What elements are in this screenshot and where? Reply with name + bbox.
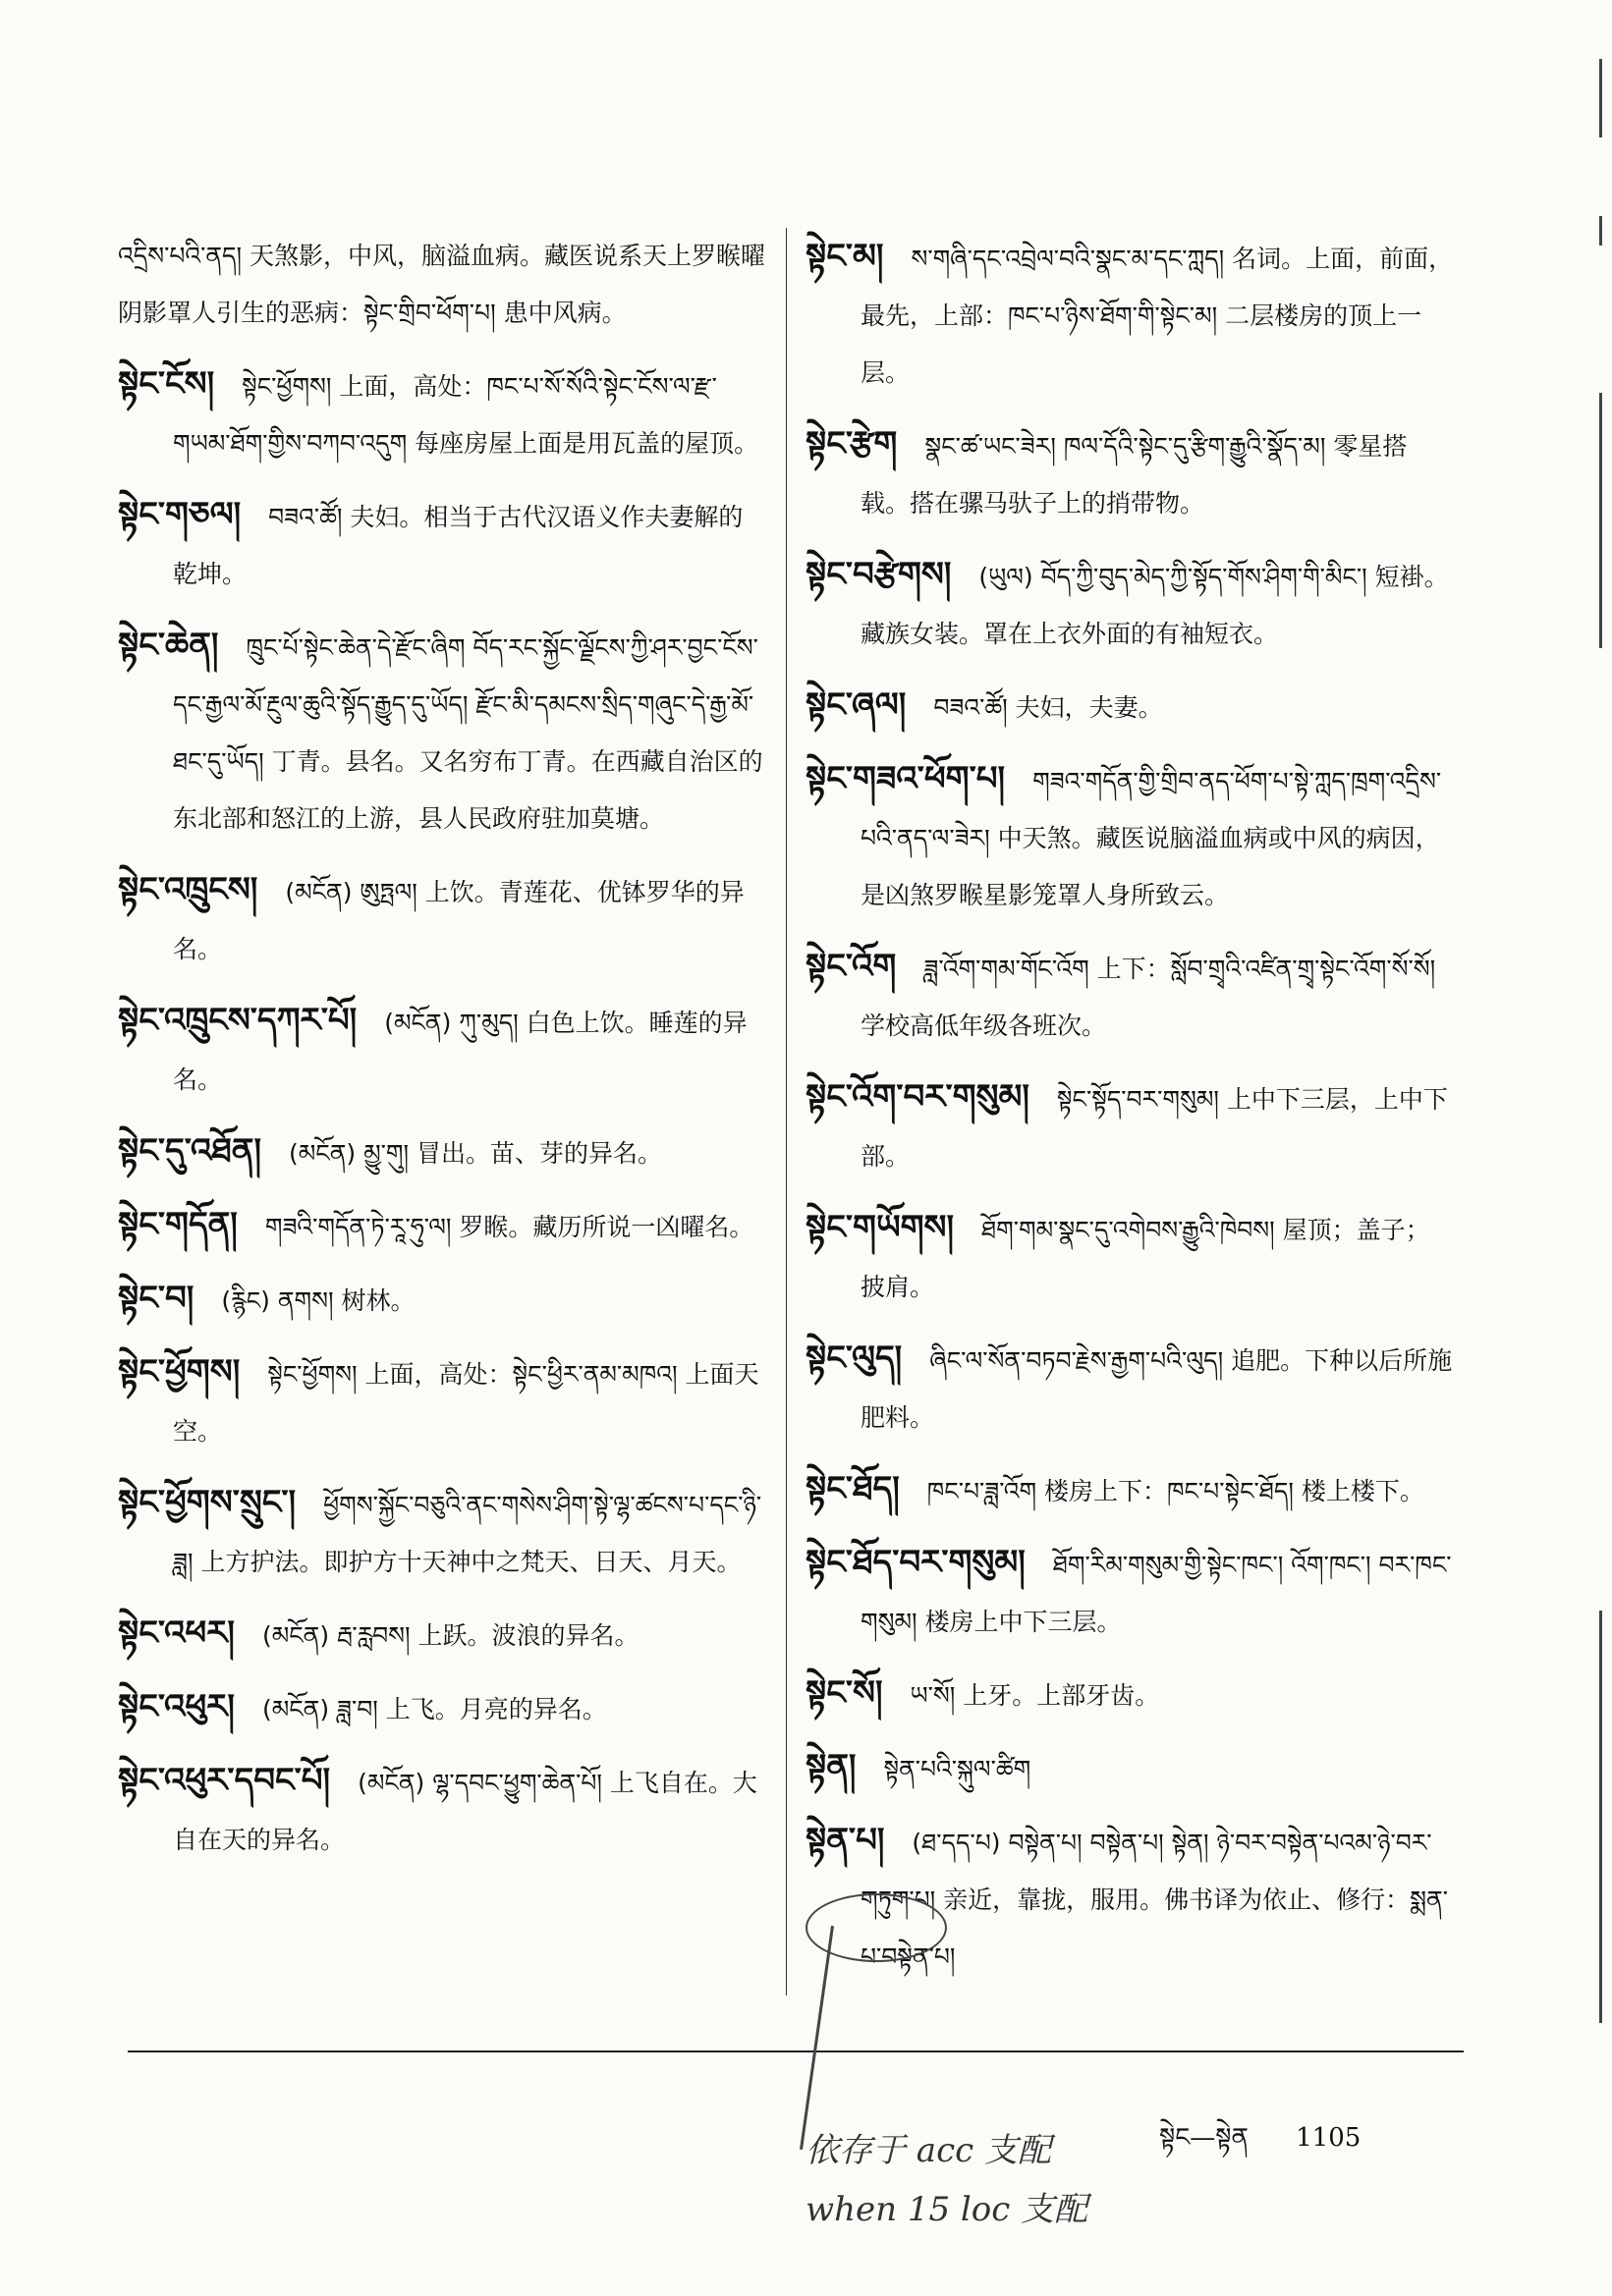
entry-definition: (མངོན) མྱུ་གུ། 冒出。苗、芽的异名。: [289, 1139, 663, 1168]
footer-rule: [128, 2050, 1464, 2052]
entry-definition: འདྲིས་པའི་ནད། 天煞影，中风，脑溢血病。藏医说系天上罗睺曜阴影罩人引生的恶病：སྟེང་གྲིབ་ཕོག་པ། 患中风病。: [118, 242, 766, 327]
dictionary-entry: [806, 677, 1454, 737]
dictionary-entry: [806, 1068, 1454, 1185]
entry-headword: སྟེང་འོག་བར་གསུམ།: [806, 1077, 1029, 1117]
dictionary-entry: [118, 861, 766, 978]
handwritten-note: [806, 2121, 1198, 2239]
entry-definition: སྟེང་སྟོད་བར་གསུམ། 上中下三层，上中下部。: [861, 1085, 1448, 1171]
entry-definition: ཟླ་འོག་གམ་གོང་འོག 上下：སློབ་གྲྭའི་འཛིན་གྲྭ་སྟེང་འོག་སོ་སོ། 学校高低年级各班次。: [861, 955, 1436, 1040]
entry-headword: སྟེང་ཕྱོགས་སྲུང་།: [118, 1483, 297, 1522]
entry-definition: གཟའི་གདོན་ཏེ་རཱ་ཧུ་ལ། 罗睺。藏历所说一凶曜名。: [264, 1213, 754, 1241]
entry-headword: སྟེང་གཟའ་ཕོག་པ།: [806, 759, 1006, 798]
entry-headword: སྟེང་ཞལ།: [806, 685, 907, 725]
entry-definition: (མངོན) ཨུཏྤལ། 上饮。青莲花、优钵罗华的异名。: [173, 878, 745, 963]
entry-definition: (ཐ་དད་པ) བསྟེན་པ། བསྟེན་པ། སྟེན། ཉེ་བར་བསྟེན་པའམ་ཉེ་བར་གཏུག་པ། 亲近，靠拢，服用。佛书译为依止、修行：སྨན་པ་བསྟེན་པ།: [861, 1829, 1448, 1971]
entry-headword: སྟེང་དུ་འཐོན།: [118, 1131, 261, 1171]
entry-headword: སྟེང་རྩེག: [806, 424, 898, 464]
entry-definition: སྟེང་ཕྱོགས། 上面，高处：སྟེང་ཕྱིར་ནམ་མཁའ། 上面天空。: [173, 1360, 759, 1446]
right-column: [806, 228, 1454, 1999]
dictionary-entry: [806, 415, 1454, 532]
left-column: [118, 228, 766, 1883]
dictionary-entry: [118, 486, 766, 603]
entry-headword: སྟེང་གདོན།: [118, 1205, 238, 1244]
entry-definition: ཡ་སོ། 上牙。上部牙齿。: [910, 1681, 1160, 1710]
handwritten-note-line-1: 依存于 acc 支配: [806, 2131, 1051, 2170]
scan-edge-marks: [1573, 0, 1612, 2296]
dictionary-entry: [118, 1122, 766, 1182]
dictionary-entry: [806, 546, 1454, 663]
dictionary-entry: [118, 1605, 766, 1665]
entry-headword: སྟེན་པ།: [806, 1821, 885, 1860]
running-head: སྟེང—སྟེན: [1159, 2123, 1249, 2153]
entry-headword: སྟེང་ཕྱོགས།: [118, 1352, 241, 1392]
column-divider: [786, 228, 787, 1995]
dictionary-entry: [806, 228, 1454, 402]
dictionary-entry: [118, 1752, 766, 1869]
entry-headword: སྟེང་སོ།: [806, 1673, 883, 1713]
dictionary-entry: [118, 355, 766, 472]
entry-headword: སྟེང་འཕུར་དབང་པོ།: [118, 1761, 331, 1800]
dictionary-entry: [118, 228, 766, 342]
entry-definition: (མངོན) ལྷ་དབང་ཕྱུག་ཆེན་པོ། 上飞自在。大自在天的异名。: [173, 1769, 757, 1854]
entry-headword: སྟེང་གཡོགས།: [806, 1208, 955, 1247]
dictionary-entry: [806, 1330, 1454, 1447]
dictionary-entry: [806, 1738, 1454, 1798]
entry-definition: (ཡུལ) བོད་ཀྱི་བུད་མེད་ཀྱི་སྟོད་གོས་ཤིག་གི་མིང་། 短褂。藏族女装。罩在上衣外面的有袖短衣。: [861, 563, 1449, 648]
entry-headword: སྟེང་ཆེན།: [118, 626, 219, 665]
dictionary-entry: [118, 1343, 766, 1460]
entry-headword: སྟེང་འོག: [806, 947, 897, 986]
dictionary-entry: [806, 1534, 1454, 1651]
dictionary-entry: [118, 1270, 766, 1330]
entry-headword: སྟེང་མ།: [806, 237, 884, 276]
entry-headword: སྟེང་ཐོད།: [806, 1469, 900, 1508]
entry-headword: སྟེང་ལུད།: [806, 1339, 903, 1378]
entry-definition: བཟའ་ཚོ། 夫妇。相当于古代汉语义作夫妻解的乾坤。: [173, 503, 744, 588]
dictionary-entry: [806, 938, 1454, 1055]
entry-definition: ས་གཞི་དང་འབྲེལ་བའི་སྣང་མ་དང་ཀླད། 名词。上面，前面，最先，上部：ཁང་པ་ཉིས་ཐོག་གི་སྟེང་མ། 二层楼房的顶上一层。: [861, 245, 1454, 387]
page-number: 1105: [1296, 2123, 1362, 2153]
dictionary-entry: [118, 1196, 766, 1256]
entry-definition: སྟེན་པའི་སྐུལ་ཚིག: [883, 1755, 1031, 1783]
entry-definition: ཁྲུང་པོ་སྟེང་ཆེན་དེ་རྫོང་ཞིག བོད་རང་སྐྱོང་ལྗོངས་ཀྱི་ཤར་བྱང་ངོས་དང་རྒྱལ་མོ་རྔུལ་ཆུའི་སྟོད་རྒྱུད་དུ་ཡོད། རྫོང་མི་དམངས་སྲིད་གཞུང་དེ་རྒྱ་མོ་ཐང་དུ་ཡོད། 丁青。县名。又名穷布丁青。在西藏自治区的东北部和怒江的上游，县人民政府驻加莫塘。: [173, 633, 763, 833]
entry-definition: ཁང་པ་ཟླ་འོག 楼房上下：ཁང་པ་སྟེང་ཐོད། 楼上楼下。: [926, 1477, 1424, 1505]
entry-definition: (རྙིང) ནགས། 树林。: [221, 1286, 416, 1315]
dictionary-entry: [118, 1474, 766, 1591]
entry-definition: ཞིང་ལ་སོན་བཏབ་རྗེས་རྒྱག་པའི་ལུད། 追肥。下种以后所施肥料。: [861, 1346, 1453, 1432]
dictionary-entry: [806, 1199, 1454, 1316]
dictionary-entry: [118, 617, 766, 847]
dictionary-entry: [118, 992, 766, 1109]
dictionary-entry: [806, 750, 1454, 924]
dictionary-entry: [118, 1678, 766, 1738]
entry-headword: སྟེང་ངོས།: [118, 364, 215, 404]
entry-definition: གཟའ་གདོན་གྱི་གྲིབ་ནད་ཕོག་པ་སྟེ་ཀླད་ཁྲག་འདྲིས་པའི་ནད་ལ་ཟེར། 中天煞。藏医说脑溢血病或中风的病因，是凶煞罗睺星影笼罩人身所致云。: [861, 767, 1442, 909]
entry-definition: སྟེང་ཕྱོགས། 上面，高处：ཁང་པ་སོ་སོའི་སྟེང་ངོས་ལ་རྫ་གཡམ་ཐོག་གྱིས་བཀབ་འདུག 每座房屋上面是用瓦盖的屋顶。: [173, 372, 759, 458]
handwritten-note-line-2: when 15 loc 支配: [806, 2190, 1088, 2229]
entry-definition: སྣང་ཚ་ཡང་ཟེར། ཁལ་དོའི་སྟེང་དུ་རྩིག་རྒྱུའི་སྣོད་མ། 零星搭载。搭在骡马驮子上的捎带物。: [861, 432, 1408, 518]
entry-headword: སྟེང་བརྩེགས།: [806, 555, 952, 594]
entry-definition: བཟའ་ཚོ། 夫妇，夫妻。: [933, 693, 1163, 722]
entry-headword: སྟེང་གཅལ།: [118, 495, 242, 534]
entry-headword: སྟེང་འཁྲུངས།: [118, 870, 258, 909]
dictionary-entry: [806, 1665, 1454, 1724]
entry-headword: སྟེང་འཁྲུངས་དཀར་པོ།: [118, 1001, 358, 1040]
entry-headword: སྟེང་ཐོད་བར་གསུམ།: [806, 1543, 1026, 1582]
entry-definition: (མངོན) རྦ་རླབས། 上跃。波浪的异名。: [261, 1621, 639, 1650]
entry-definition: ཐོག་གམ་སྣང་དུ་འགེབས་རྒྱུའི་ཁེབས། 屋顶；盖子；披肩。: [861, 1216, 1430, 1301]
entry-definition: ཕྱོགས་སྐྱོང་བཅུའི་ནང་གསེས་ཤིག་སྟེ་ལྷ་ཚངས་པ་དང་ཉི་ཟླ། 上方护法。即护方十天神中之梵天、日天、月天。: [173, 1491, 762, 1576]
dictionary-entry: [806, 1460, 1454, 1520]
entry-headword: སྟེང་འཕུར།: [118, 1687, 235, 1726]
entry-definition: ཐོག་རིམ་གསུམ་གྱི་སྟེང་ཁང་། འོག་ཁང་། བར་ཁང་གསུམ། 楼房上中下三层。: [861, 1551, 1452, 1636]
entry-headword: སྟེན།: [806, 1747, 857, 1786]
entry-headword: སྟེང་བ།: [118, 1279, 195, 1318]
entry-headword: སྟེང་འཕར།: [118, 1613, 235, 1653]
entry-definition: (མངོན) ཀུ་མུད། 白色上饮。睡莲的异名。: [173, 1009, 748, 1094]
entry-definition: (མངོན) ཟླ་བ། 上飞。月亮的异名。: [261, 1695, 607, 1723]
